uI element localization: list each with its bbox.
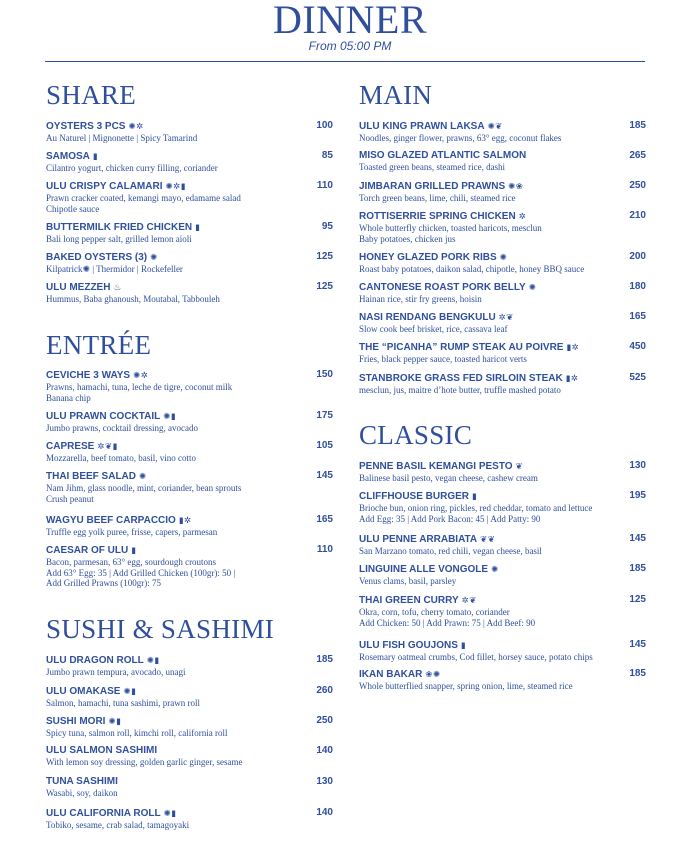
menu-item — [359, 180, 646, 204]
menu-item-description: Brioche bun, onion ring, pickles, red cheddar, tomato and lettuce — [359, 503, 593, 513]
menu-item — [359, 150, 646, 173]
dietary-icons: ✺▮ — [108, 716, 122, 726]
menu-item-price: 195 — [629, 490, 646, 501]
menu-item-name — [46, 251, 333, 264]
menu-item-price: 125 — [316, 251, 333, 262]
menu-item-name-text: TUNA SASHIMI — [46, 776, 118, 787]
menu-item-description: Kilpatrick✺ | Thermidor | Rockefeller — [46, 264, 183, 274]
dietary-icons: ♨ — [113, 282, 122, 292]
menu-item — [46, 251, 333, 275]
menu-item-name — [359, 594, 646, 607]
menu-item-description: Prawns, hamachi, tuna, leche de tigre, coconut milk — [46, 382, 233, 392]
menu-item-name — [359, 251, 646, 264]
menu-item-description: Wasabi, soy, daikon — [46, 788, 118, 798]
menu-item-price: 105 — [316, 440, 333, 451]
menu-item-price: 125 — [316, 281, 333, 292]
menu-item-description: Baby potatoes, chicken jus — [359, 233, 456, 244]
menu-item-name-text: JIMBARAN GRILLED PRAWNS — [359, 181, 506, 192]
menu-item — [359, 210, 646, 244]
menu-item-name — [359, 120, 646, 133]
dietary-icons: ▮ — [460, 640, 467, 650]
menu-item-name-text: ULU PENNE ARRABIATA — [359, 534, 478, 545]
menu-item-description: Au Naturel | Mignonette | Spicy Tamarind — [46, 133, 198, 143]
menu-item-name-text: BAKED OYSTERS (3) — [46, 252, 148, 263]
menu-item-price: 150 — [316, 369, 333, 380]
menu-item-name — [359, 533, 646, 546]
menu-item-price: 265 — [629, 150, 646, 161]
dietary-icons: ✺✲▮ — [165, 181, 186, 191]
dietary-icons: ✺❦ — [487, 121, 503, 131]
menu-item-name-text: ULU CALIFORNIA ROLL — [46, 808, 161, 819]
menu-item-price: 130 — [629, 460, 646, 471]
menu-item — [359, 563, 646, 587]
dietary-icons: ✺▮ — [123, 686, 137, 696]
menu-item-name — [46, 281, 333, 294]
menu-item-name-text: SAMOSA — [46, 151, 90, 162]
menu-item — [46, 807, 333, 831]
menu-item — [46, 715, 333, 739]
menu-item — [46, 410, 333, 434]
menu-item-name — [46, 120, 333, 133]
menu-item — [46, 120, 333, 144]
menu-item-name-text: CANTONESE ROAST PORK BELLY — [359, 282, 526, 293]
menu-item-description: Banana chip — [46, 392, 91, 403]
menu-item-name — [46, 180, 333, 193]
section-title-classic: CLASSIC — [359, 420, 473, 450]
menu-item — [46, 470, 333, 504]
menu-item-name — [46, 544, 333, 557]
menu-item — [46, 221, 333, 245]
menu-item-price: 185 — [629, 120, 646, 131]
menu-item-description: Prawn cracker coated, kemangi mayo, edamame salad — [46, 193, 241, 203]
menu-item-price: 140 — [316, 807, 333, 818]
menu-item-name — [359, 341, 646, 354]
menu-item-price: 145 — [629, 639, 646, 650]
section-title-main: MAIN — [359, 80, 433, 110]
menu-item-name — [359, 210, 646, 223]
menu-item — [46, 281, 333, 305]
menu-item-description: mesclun, jus, maitre d’hote butter, truffle mashed potato — [359, 385, 561, 395]
menu-item-description: Hainan rice, stir fry greens, hoisin — [359, 294, 482, 304]
menu-item — [46, 745, 333, 768]
menu-item-name-text: ULU OMAKASE — [46, 686, 121, 697]
menu-item-price: 95 — [321, 221, 333, 232]
menu-item-price: 175 — [316, 410, 333, 421]
menu-item-description: Hummus, Baba ghanoush, Moutabal, Tabbouleh — [46, 294, 220, 304]
menu-item — [359, 372, 646, 396]
menu-item-description: Chipotle sauce — [46, 203, 100, 214]
menu-item-price: 125 — [629, 594, 646, 605]
menu-item-name-text: WAGYU BEEF CARPACCIO — [46, 515, 176, 526]
menu-item-description: Slow cook beef brisket, rice, cassava leaf — [359, 324, 508, 334]
menu-item-description: San Marzano tomato, red chili, vegan cheese, basil — [359, 546, 542, 556]
section-title-sushi-sashimi: SUSHI & SASHIMI — [46, 614, 275, 644]
dietary-icons: ❦❦ — [480, 534, 496, 544]
menu-item-name-text: IKAN BAKAR — [359, 669, 423, 680]
dietary-icons: ✲ — [518, 211, 527, 221]
menu-item-price: 210 — [629, 210, 646, 221]
menu-item-name-text: HONEY GLAZED PORK RIBS — [359, 252, 497, 263]
menu-item-price: 110 — [316, 180, 333, 191]
dietary-icons: ▮✲ — [565, 373, 579, 383]
menu-item-name-text: ULU SALMON SASHIMI — [46, 745, 158, 756]
menu-item — [46, 514, 333, 538]
dietary-icons: ✺▮ — [163, 808, 177, 818]
menu-item-name-text: OYSTERS 3 PCS — [46, 121, 126, 132]
menu-item — [46, 776, 333, 799]
menu-item-description: Spicy tuna, salmon roll, kimchi roll, california roll — [46, 728, 228, 738]
menu-item-description: Crush peanut — [46, 493, 94, 504]
menu-item-name-text: ROTTISERRIE SPRING CHICKEN — [359, 211, 516, 222]
menu-item-name — [46, 745, 333, 757]
menu-item-description: Add Grilled Prawns (100gr): 75 — [46, 578, 161, 588]
menu-item — [46, 180, 333, 214]
menu-item-name — [359, 150, 646, 162]
dietary-icons: ▮✲ — [566, 342, 580, 352]
menu-item-name — [359, 639, 646, 652]
menu-item-name — [46, 514, 333, 527]
menu-item-price: 250 — [629, 180, 646, 191]
dietary-icons: ✺ — [528, 282, 537, 292]
menu-item-price: 525 — [629, 372, 646, 383]
dietary-icons: ✺ — [150, 252, 158, 262]
dietary-icons: ✲❦▮ — [97, 441, 118, 451]
dietary-icons: ✺▮ — [163, 411, 177, 421]
section-title-entr-e: ENTRÉE — [46, 330, 152, 360]
menu-item-description: Bali long pepper salt, grilled lemon aioli — [46, 234, 192, 244]
menu-item — [359, 311, 646, 335]
menu-item-price: 145 — [316, 470, 333, 481]
menu-item-name — [46, 654, 333, 667]
menu-item-description: Mozzarella, beef tomato, basil, vino cotto — [46, 453, 196, 463]
menu-item-name — [359, 281, 646, 294]
dietary-icons: ❦ — [515, 461, 524, 471]
menu-item-price: 165 — [629, 311, 646, 322]
menu-item-description: Cilantro yogurt, chicken curry filling, coriander — [46, 163, 218, 173]
menu-item-description: Truffle egg yolk puree, frisse, capers, parmesan — [46, 527, 218, 537]
menu-item-name-text: STANBROKE GRASS FED SIRLOIN STEAK — [359, 373, 563, 384]
menu-item — [359, 490, 646, 524]
menu-item — [359, 639, 646, 663]
menu-item — [46, 150, 333, 174]
menu-item-name-text: ULU CRISPY CALAMARI — [46, 181, 163, 192]
menu-item — [359, 341, 646, 365]
menu-item-name-text: MISO GLAZED ATLANTIC SALMON — [359, 150, 527, 161]
menu-title: DINNER — [272, 0, 428, 42]
dietary-icons: ✺✲ — [133, 370, 149, 380]
menu-item-name-text: NASI RENDANG BENGKULU — [359, 312, 496, 323]
menu-item-description: Tobiko, sesame, crab salad, tamagoyaki — [46, 820, 190, 830]
section-title-share: SHARE — [46, 80, 137, 110]
dietary-icons: ▮ — [195, 222, 201, 232]
menu-item-description: Salmon, hamachi, tuna sashimi, prawn roll — [46, 698, 200, 708]
menu-item-name-text: PENNE BASIL KEMANGI PESTO — [359, 461, 513, 472]
menu-item-description: Add Egg: 35 | Add Pork Bacon: 45 | Add Patty: 90 — [359, 513, 541, 524]
dietary-icons: ✺ — [491, 564, 499, 574]
menu-item — [46, 685, 333, 709]
menu-item — [46, 544, 333, 589]
menu-item-description: Toasted green beans, steamed rice, dashi — [359, 162, 506, 172]
menu-item-name — [46, 470, 333, 483]
dietary-icons: ✺ — [499, 252, 508, 262]
dietary-icons: ▮ — [131, 545, 137, 555]
menu-item-description: Jumbo prawns, cocktail dressing, avocado — [46, 423, 198, 433]
menu-item — [359, 281, 646, 305]
menu-item — [359, 594, 646, 628]
menu-item-name — [46, 685, 333, 698]
menu-item-name — [359, 490, 646, 503]
menu-item-price: 180 — [629, 281, 646, 292]
menu-item-price: 85 — [321, 150, 333, 161]
menu-item-name-text: LINGUINE ALLE VONGOLE — [359, 564, 489, 575]
menu-item — [359, 120, 646, 144]
menu-item-description: Roast baby potatoes, daikon salad, chipotle, honey BBQ sauce — [359, 264, 585, 274]
menu-item-description: Torch green beans, lime, chili, steamed rice — [359, 193, 516, 203]
dietary-icons: ▮ — [92, 151, 99, 161]
menu-item-name-text: ULU DRAGON ROLL — [46, 655, 144, 666]
menu-item-name — [46, 150, 333, 163]
menu-item-price: 185 — [629, 668, 646, 679]
menu-item-description: Whole butterfly chicken, toasted haricots, mesclun — [359, 223, 542, 233]
menu-item-name-text: THAI GREEN CURRY — [359, 595, 459, 606]
menu-item-price: 140 — [316, 745, 333, 756]
menu-item-description: Jumbo prawn tempura, avocado, unagi — [46, 667, 186, 677]
menu-item-name-text: ULU FISH GOUJONS — [359, 640, 458, 651]
menu-item-price: 110 — [316, 544, 333, 555]
dietary-icons: ✲❦ — [461, 595, 477, 605]
menu-item-description: With lemon soy dressing, golden garlic ginger, sesame — [46, 757, 243, 767]
menu-item-name — [46, 807, 333, 820]
menu-item — [359, 460, 646, 484]
menu-item — [46, 654, 333, 678]
menu-item-name-text: CAPRESE — [46, 441, 95, 452]
dietary-icons: ▮ — [472, 491, 478, 501]
menu-item-name — [359, 180, 646, 193]
menu-item-name — [359, 563, 646, 576]
menu-item-name-text: ULU KING PRAWN LAKSA — [359, 121, 485, 132]
menu-item-name — [46, 715, 333, 728]
menu-item-description: Whole butterflied snapper, spring onion, lime, steamed rice — [359, 681, 573, 691]
menu-item-description: Balinese basil pesto, vegan cheese, cashew cream — [359, 473, 538, 483]
menu-item-description: Rosemary oatmeal crumbs, Cod fillet, horsey sauce, potato chips — [359, 652, 593, 662]
menu-item-price: 100 — [316, 120, 333, 131]
menu-item-name — [359, 668, 646, 681]
menu-item-name — [359, 372, 646, 385]
menu-item-description: Add 63° Egg: 35 | Add Grilled Chicken (100gr): 50 | — [46, 567, 236, 578]
menu-item-price: 165 — [316, 514, 333, 525]
menu-item-description: Bacon, parmesan, 63° egg, sourdough croutons — [46, 557, 217, 567]
menu-item-name — [359, 460, 646, 473]
menu-item-name-text: ULU MEZZEH — [46, 282, 111, 293]
menu-item-name-text: ULU PRAWN COCKTAIL — [46, 411, 161, 422]
menu-item-name — [46, 221, 333, 234]
menu-item-description: Nam Jihm, glass noodle, mint, coriander, bean sprouts — [46, 483, 242, 493]
menu-item-name — [46, 369, 333, 382]
menu-subtitle: From 05:00 PM — [308, 39, 392, 53]
menu-item-name-text: BUTTERMILK FRIED CHICKEN — [46, 222, 193, 233]
menu-item-price: 130 — [316, 776, 333, 787]
menu-item-name — [46, 776, 333, 788]
menu-item-name-text: THAI BEEF SALAD — [46, 471, 136, 482]
menu-item-name — [46, 440, 333, 453]
menu-item-name — [46, 410, 333, 423]
dietary-icons: ✺❀ — [508, 181, 524, 191]
menu-item-price: 185 — [629, 563, 646, 574]
menu-item-name-text: CEVICHE 3 WAYS — [46, 370, 131, 381]
header-rule — [45, 61, 645, 62]
menu-item-price: 250 — [316, 715, 333, 726]
menu-item-price: 185 — [316, 654, 333, 665]
dietary-icons: ✺✲ — [128, 121, 144, 131]
menu-item-description: Fries, black pepper sauce, toasted haricot verts — [359, 354, 527, 364]
menu-item-description: Venus clams, basil, parsley — [359, 576, 457, 586]
menu-item-price: 200 — [629, 251, 646, 262]
menu-item-description: Noodles, ginger flower, prawns, 63° egg, coconut flakes — [359, 133, 562, 143]
menu-item — [359, 668, 646, 692]
menu-item-price: 450 — [629, 341, 646, 352]
dietary-icons: ✺ — [139, 471, 147, 481]
menu-item-name-text: CAESAR OF ULU — [46, 545, 129, 556]
menu-item — [359, 251, 646, 275]
menu-item-name-text: CLIFFHOUSE BURGER — [359, 491, 469, 502]
dietary-icons: ▮✲ — [178, 515, 192, 525]
menu-item-name — [359, 311, 646, 324]
menu-item — [359, 533, 646, 557]
dietary-icons: ❀✺ — [425, 669, 441, 679]
menu-item-description: Add Chicken: 50 | Add Prawn: 75 | Add Beef: 90 — [359, 617, 536, 628]
menu-item — [46, 369, 333, 403]
menu-item-price: 260 — [316, 685, 333, 696]
dietary-icons: ✲❦ — [498, 312, 514, 322]
dietary-icons: ✺▮ — [146, 655, 160, 665]
menu-item — [46, 440, 333, 464]
menu-item-price: 145 — [629, 533, 646, 544]
menu-item-name-text: SUSHI MORI — [46, 716, 106, 727]
menu-item-name-text: THE “PICANHA” RUMP STEAK AU POIVRE — [359, 342, 564, 353]
menu-item-description: Okra, corn, tofu, cherry tomato, coriander — [359, 607, 510, 617]
